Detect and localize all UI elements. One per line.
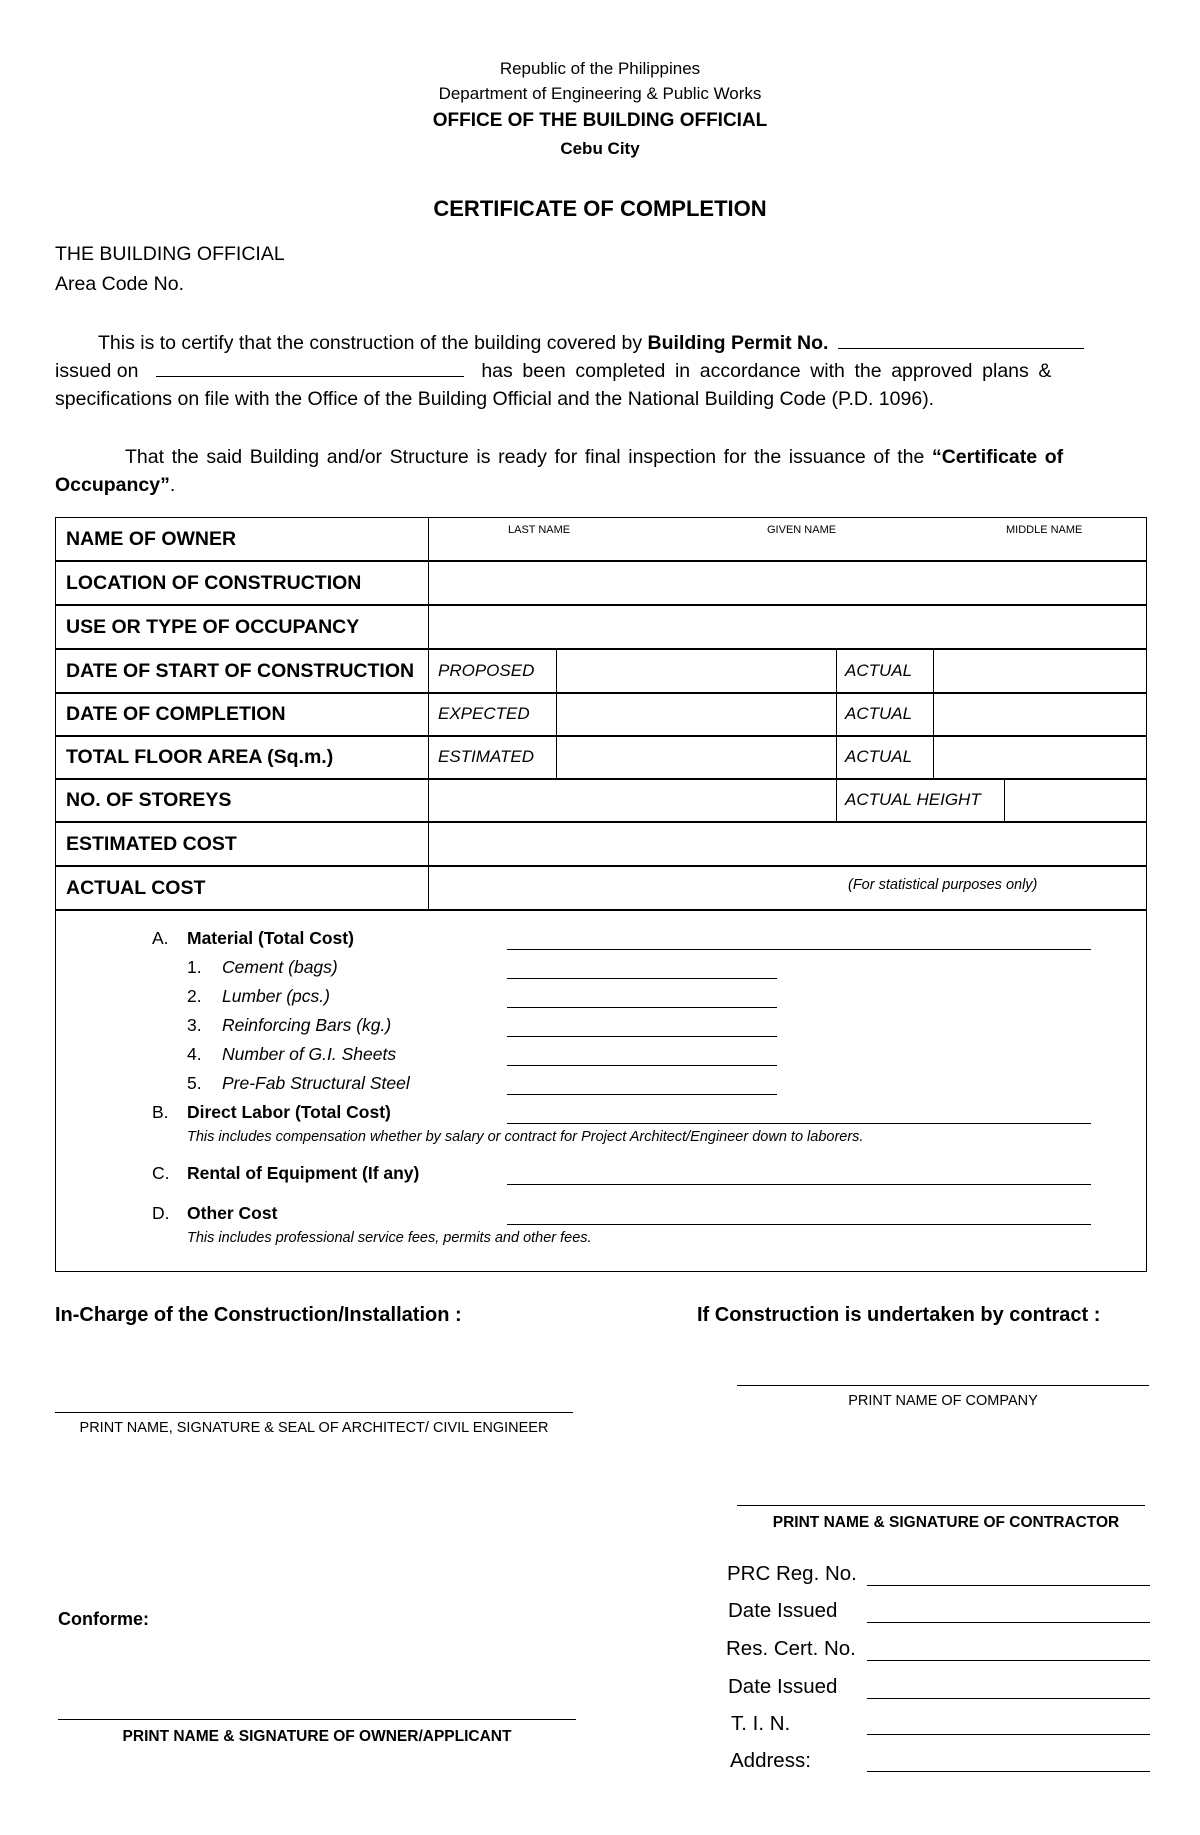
document-title: CERTIFICATE OF COMPLETION — [433, 196, 767, 221]
contractor-caption: PRINT NAME & SIGNATURE OF CONTRACTOR — [772, 1514, 1120, 1531]
item-3-num: 3. — [187, 1015, 202, 1035]
item-5-num: 5. — [187, 1073, 202, 1093]
occupancy-row — [56, 606, 1146, 650]
estimated-cost-label: ESTIMATED COST — [56, 823, 429, 865]
storeys-label: NO. OF STOREYS — [56, 779, 429, 821]
occupancy-type-label: USE OR TYPE OF OCCUPANCY — [56, 606, 429, 648]
building-permit-label: Building Permit No. — [647, 332, 829, 354]
date-issued-field-1[interactable] — [867, 1622, 1150, 1623]
date-issued-label-1: Date Issued — [728, 1599, 838, 1622]
occupancy-label: Occupancy” — [55, 474, 170, 496]
expected-label: EXPECTED — [438, 704, 530, 723]
address-field[interactable] — [867, 1771, 1150, 1772]
lumber-field[interactable] — [507, 1007, 777, 1008]
actual-cost-row — [56, 867, 1146, 911]
floor-area-label: TOTAL FLOOR AREA (Sq.m.) — [56, 736, 429, 778]
floor-area-row — [56, 736, 1146, 780]
cost-d-letter: D. — [152, 1203, 170, 1223]
storeys-row — [56, 779, 1146, 823]
paragraph-1-line-3: specifications on file with the Office of the Building Official and the National Building Code (P.D. 1096). — [55, 388, 935, 410]
other-cost-note: This includes professional service fees, permits and other fees. — [187, 1230, 592, 1246]
paragraph-1-intro: This is to certify that the construction of the building covered by — [98, 332, 648, 354]
actual-cost-label: ACTUAL COST — [56, 867, 429, 909]
tin-label: T. I. N. — [731, 1712, 791, 1735]
start-date-row — [56, 650, 1146, 694]
has-been-completed-text: has been completed in accordance with the approved plans & — [481, 360, 1052, 382]
middle-name-caption: MIDDLE NAME — [1006, 524, 1083, 536]
res-cert-no-field[interactable] — [867, 1660, 1150, 1661]
rental-equipment-label: Rental of Equipment (If any) — [187, 1163, 420, 1183]
header-line-2: Department of Engineering & Public Works — [438, 84, 762, 103]
addressee-line-1: THE BUILDING OFFICIAL — [55, 243, 285, 265]
estimated-cost-row — [56, 823, 1146, 867]
company-caption: PRINT NAME OF COMPANY — [848, 1393, 1038, 1409]
cement-field[interactable] — [507, 978, 777, 979]
architect-signature-line[interactable] — [55, 1412, 573, 1413]
location-label: LOCATION OF CONSTRUCTION — [56, 562, 429, 604]
paragraph-2-line-2 — [55, 471, 175, 499]
paragraph-2-start: That the said Building and/or Structure is ready for final inspection for the issuance of the — [125, 446, 932, 468]
issued-on-label: issued on — [55, 360, 139, 382]
contractor-signature-line[interactable] — [737, 1505, 1145, 1506]
owner-caption: PRINT NAME & SIGNATURE OF OWNER/APPLICANT — [122, 1728, 512, 1745]
paragraph-1-line-1 — [98, 329, 1148, 357]
rental-equipment-field[interactable] — [507, 1184, 1091, 1185]
item-1-num: 1. — [187, 957, 202, 977]
prefab-steel-label: Pre-Fab Structural Steel — [222, 1073, 410, 1093]
given-name-caption: GIVEN NAME — [767, 524, 837, 536]
office-name: OFFICE OF THE BUILDING OFFICIAL — [432, 110, 768, 131]
city-name: Cebu City — [560, 139, 640, 158]
statistical-note: (For statistical purposes only) — [848, 877, 1038, 893]
direct-labor-field[interactable] — [507, 1123, 1091, 1124]
actual-label: ACTUAL — [845, 704, 913, 723]
res-cert-no-label: Res. Cert. No. — [726, 1637, 856, 1660]
certificate-table — [55, 517, 1147, 1272]
prc-reg-no-label: PRC Reg. No. — [727, 1562, 857, 1585]
estimated-label: ESTIMATED — [438, 747, 535, 766]
proposed-label: PROPOSED — [438, 661, 535, 680]
last-name-caption: LAST NAME — [508, 524, 571, 536]
architect-caption: PRINT NAME, SIGNATURE & SEAL OF ARCHITECT/ CIVIL ENGINEER — [79, 1420, 549, 1436]
address-label: Address: — [730, 1749, 811, 1772]
item-4-num: 4. — [187, 1044, 202, 1064]
header-line-1: Republic of the Philippines — [499, 59, 701, 78]
incharge-heading: In-Charge of the Construction/Installation : — [55, 1304, 462, 1326]
prc-reg-no-field[interactable] — [867, 1585, 1150, 1586]
lumber-label: Lumber (pcs.) — [222, 986, 330, 1006]
cement-label: Cement (bags) — [222, 957, 338, 977]
other-cost-label: Other Cost — [187, 1203, 278, 1223]
paragraph-1-line-2 — [55, 357, 1147, 385]
cost-c-letter: C. — [152, 1163, 170, 1183]
gi-sheets-label: Number of G.I. Sheets — [222, 1044, 397, 1064]
direct-labor-label: Direct Labor (Total Cost) — [187, 1102, 391, 1122]
cost-a-letter: A. — [152, 928, 169, 948]
location-row — [56, 562, 1146, 606]
completion-date-row — [56, 693, 1146, 737]
completion-date-label: DATE OF COMPLETION — [56, 693, 429, 735]
reinforcing-bars-label: Reinforcing Bars (kg.) — [222, 1015, 392, 1035]
tin-field[interactable] — [867, 1734, 1150, 1735]
material-label: Material (Total Cost) — [187, 928, 354, 948]
direct-labor-note: This includes compensation whether by salary or contract for Project Architect/Engineer down to laborers. — [187, 1129, 864, 1145]
paragraph-2-end: . — [169, 474, 176, 496]
owner-signature-line[interactable] — [58, 1719, 576, 1720]
start-date-label: DATE OF START OF CONSTRUCTION — [56, 650, 429, 692]
material-total-field[interactable] — [507, 949, 1091, 950]
item-2-num: 2. — [187, 986, 202, 1006]
date-issued-field-2[interactable] — [867, 1698, 1150, 1699]
certificate-of-label: “Certificate of — [931, 446, 1064, 468]
building-permit-no-field[interactable] — [838, 330, 1084, 349]
conforme-label: Conforme: — [58, 1609, 149, 1629]
actual-label: ACTUAL — [845, 747, 913, 766]
paragraph-2-line-1 — [125, 443, 1148, 471]
other-cost-field[interactable] — [507, 1224, 1091, 1225]
gi-sheets-field[interactable] — [507, 1065, 777, 1066]
contract-heading: If Construction is undertaken by contract : — [697, 1304, 1101, 1326]
addressee-line-2: Area Code No. — [55, 273, 184, 295]
owner-label: NAME OF OWNER — [56, 518, 429, 560]
actual-height-label: ACTUAL HEIGHT — [845, 790, 981, 809]
actual-label: ACTUAL — [845, 661, 913, 680]
owner-row — [56, 518, 1146, 562]
company-name-line[interactable] — [737, 1385, 1149, 1386]
reinforcing-bars-field[interactable] — [507, 1036, 777, 1037]
issued-on-field[interactable] — [156, 358, 464, 377]
cost-b-letter: B. — [152, 1102, 169, 1122]
date-issued-label-2: Date Issued — [728, 1675, 838, 1698]
prefab-steel-field[interactable] — [507, 1094, 777, 1095]
